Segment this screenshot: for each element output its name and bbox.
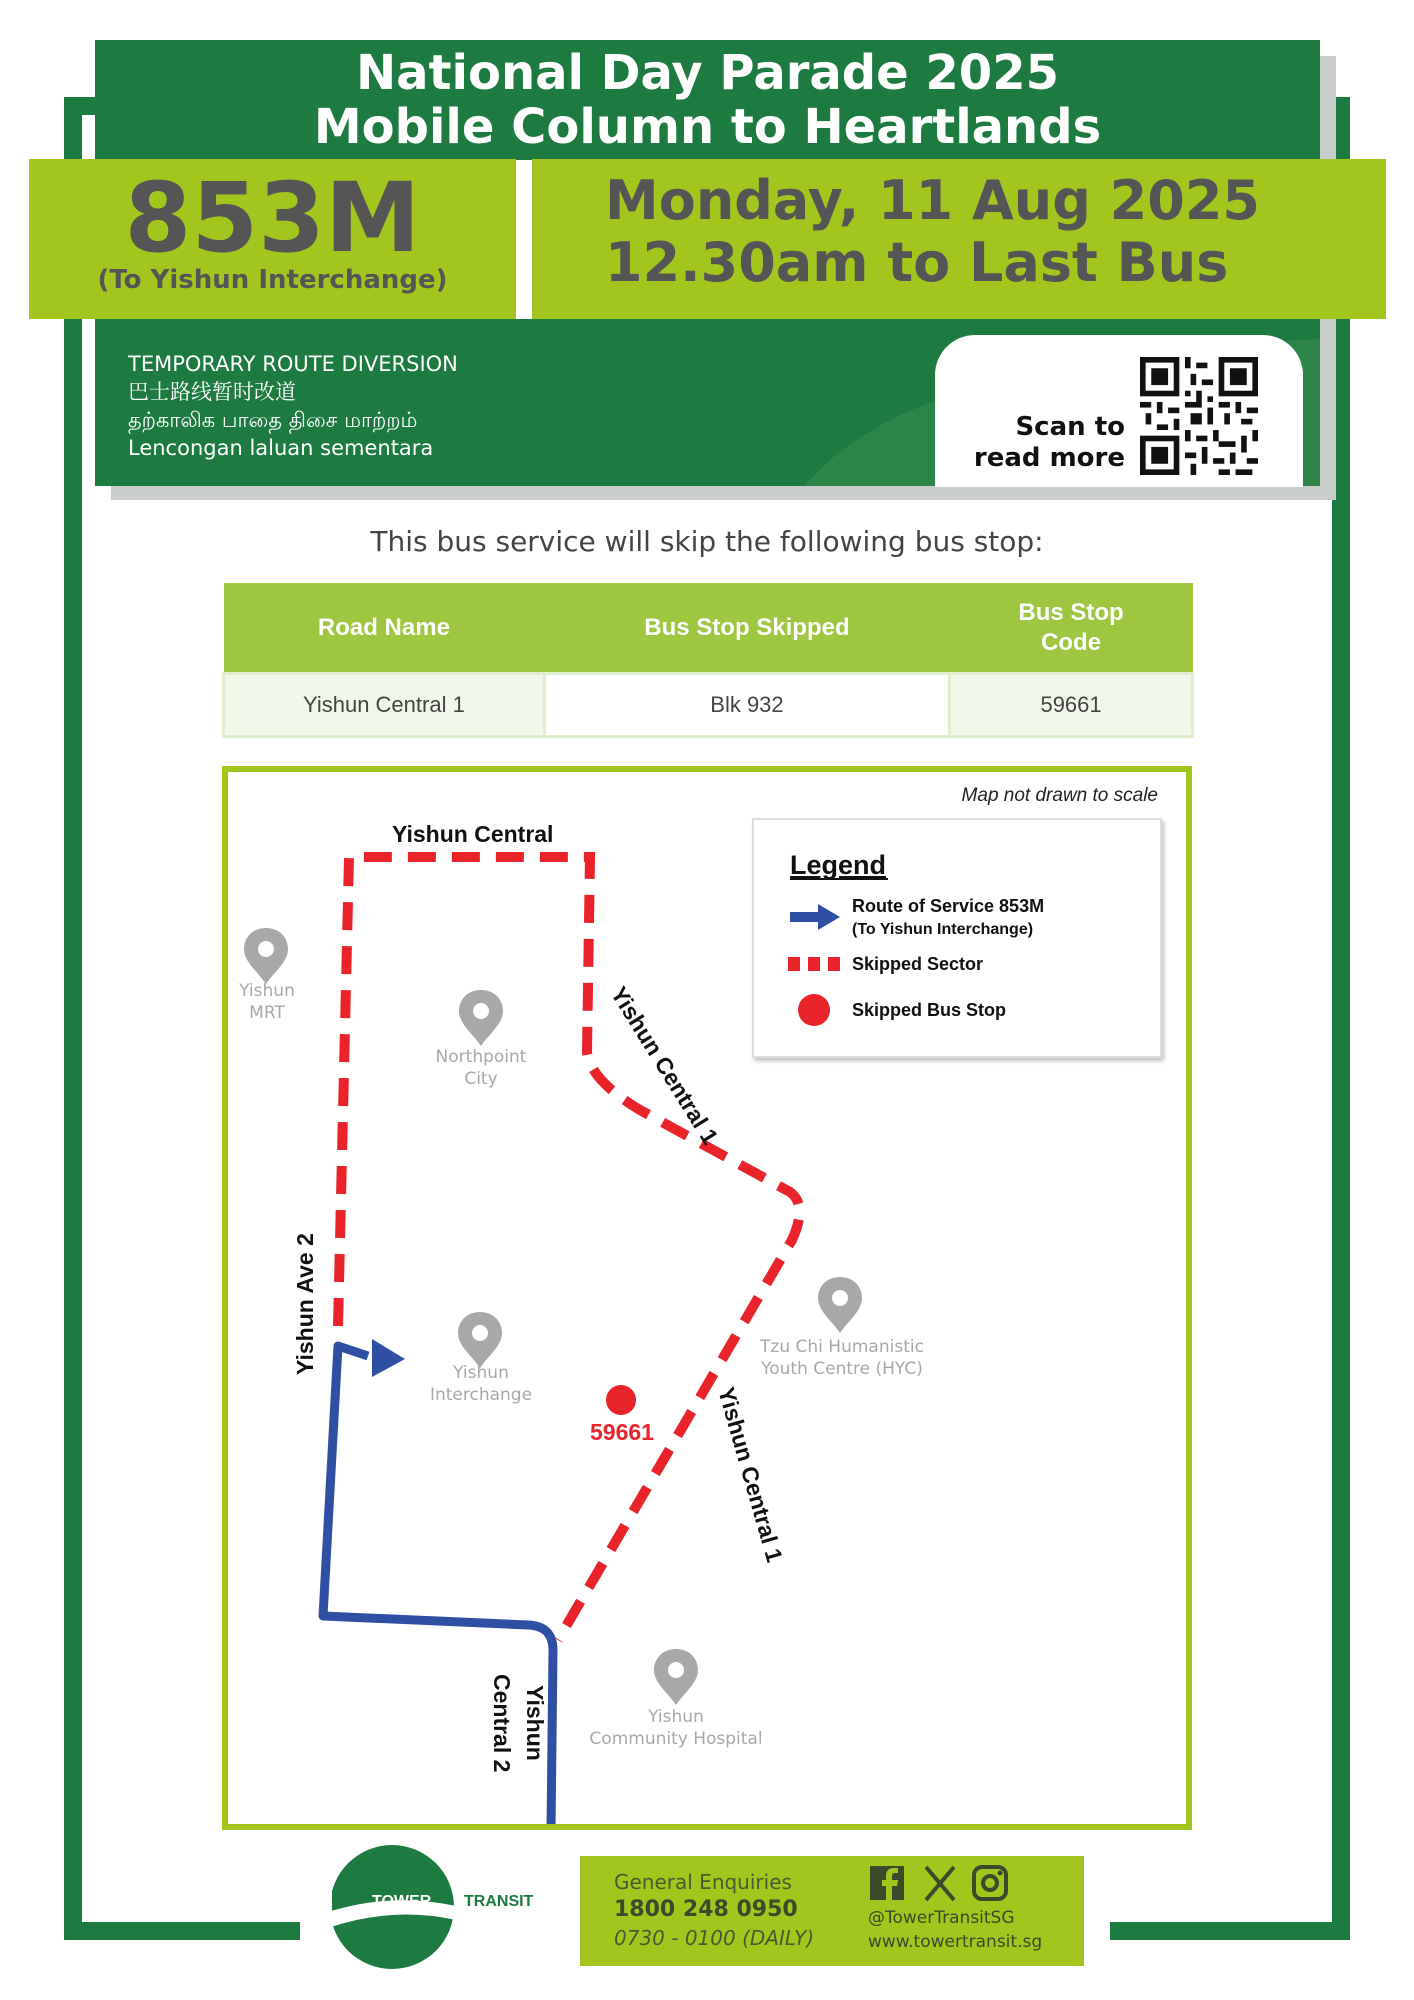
landmark-mrt-a: Yishun: [239, 981, 295, 1001]
table-header-row: [224, 583, 1193, 674]
cell-stop: Blk 932: [544, 674, 949, 737]
title-line-1: National Day Parade 2025: [356, 45, 1059, 101]
enquiries-hours: 0730 - 0100 (DAILY): [614, 1926, 815, 1950]
panel-shadow: [111, 486, 1336, 500]
road-yishun-central-1-top: Yishun Central 1: [605, 981, 724, 1149]
enquiries: [614, 1868, 814, 1952]
road-yishun-central-2-a: Yishun: [522, 1685, 548, 1761]
skipped-stop-marker: [606, 1385, 636, 1415]
diversion-en: TEMPORARY ROUTE DIVERSION: [128, 352, 458, 376]
frame-left: [64, 97, 82, 1940]
time-label: 12.30am to Last Bus: [605, 231, 1229, 294]
service-number: 853M: [124, 162, 421, 274]
service-destination: (To Yishun Interchange): [97, 265, 448, 295]
intro-text: This bus service will skip the following bus stop:: [370, 525, 1044, 558]
panel-shadow-side: [1320, 319, 1336, 500]
frame-bottom-right: [1110, 1922, 1350, 1940]
cell-road: Yishun Central 1: [224, 674, 545, 737]
landmark-interchange-a: Yishun: [453, 1363, 509, 1383]
landmark-hospital-b: Community Hospital: [589, 1729, 763, 1749]
map-pin-icon-mrt: [244, 928, 288, 984]
road-yishun-central-2-b: Central 2: [489, 1674, 515, 1773]
logo-tower: TOWER: [372, 1893, 432, 1910]
header-road-name: Road Name: [224, 583, 545, 674]
skipped-stop-code-label: 59661: [590, 1419, 654, 1445]
legend-title: Legend: [790, 850, 887, 880]
header-bus-stop-code: Bus Stop Code: [950, 583, 1193, 674]
map-pin-icon-tzuchi: [818, 1277, 862, 1333]
landmark-mrt-b: MRT: [249, 1003, 285, 1023]
skipped-sector-line: [338, 857, 800, 1640]
website[interactable]: www.towertransit.sg: [868, 1932, 1043, 1952]
landmark-northpoint-a: Northpoint: [435, 1047, 527, 1067]
logo-transit: TRANSIT: [464, 1893, 534, 1910]
table-row: [224, 674, 1193, 737]
landmark-interchange-b: Interchange: [429, 1385, 533, 1405]
legend-skipped-stop: Skipped Bus Stop: [852, 1000, 1007, 1020]
frame-bottom-left: [64, 1922, 304, 1940]
social-handle[interactable]: @TowerTransitSG: [868, 1908, 1015, 1928]
scan-line-1: Scan to: [1015, 412, 1125, 442]
map-pin-icon-northpoint: [459, 990, 503, 1046]
enquiries-label: General Enquiries: [614, 1870, 792, 1894]
map-pin-icon-interchange: [458, 1312, 502, 1368]
route-arrow-icon: [372, 1339, 405, 1377]
date-time: [605, 170, 1260, 294]
cell-code: 59661: [950, 674, 1193, 737]
road-yishun-central: Yishun Central: [392, 821, 554, 847]
map-scale-note: Map not drawn to scale: [961, 785, 1158, 806]
legend-arrow-icon: [818, 904, 840, 930]
skipped-stops-table: [222, 583, 1194, 738]
landmark-hospital-a: Yishun: [648, 1707, 704, 1727]
landmark-tzuchi-b: Youth Centre (HYC): [761, 1359, 923, 1379]
diversion-zh: 巴士路线暂时改道: [128, 380, 296, 404]
landmark-northpoint-b: City: [464, 1069, 498, 1089]
facebook-icon: [870, 1866, 904, 1900]
tower-transit-logo[interactable]: [332, 1840, 562, 1980]
diversion-ta: தற்காலிக பாதை திசை மாற்றம்: [128, 408, 418, 432]
diversion-languages: [128, 350, 458, 462]
legend-stop-swatch: [798, 994, 830, 1026]
title-line-2: Mobile Column to Heartlands: [313, 99, 1102, 155]
scan-text: [960, 412, 1125, 474]
legend-drawing: [752, 818, 1162, 1058]
route-line: [323, 1346, 553, 1824]
qr-code-icon[interactable]: [1140, 357, 1258, 475]
social-icons: [868, 1862, 1018, 1906]
diversion-ms: Lencongan laluan sementara: [128, 436, 434, 460]
scan-line-2: read more: [973, 443, 1125, 473]
map-pin-icon-hospital: [654, 1649, 698, 1705]
legend-route-swatch: [790, 912, 820, 922]
landmark-tzuchi-a: Tzu Chi Humanistic: [760, 1337, 924, 1357]
road-yishun-ave-2: Yishun Ave 2: [292, 1233, 318, 1375]
legend-route-a: Route of Service 853M: [852, 896, 1045, 916]
enquiries-phone[interactable]: 1800 248 0950: [614, 1897, 798, 1922]
header-title: [95, 40, 1320, 160]
date-label: Monday, 11 Aug 2025: [605, 169, 1260, 232]
title-shadow: [1320, 56, 1336, 160]
legend-route-b: (To Yishun Interchange): [852, 921, 1034, 938]
header-bus-stop-skipped: Bus Stop Skipped: [544, 583, 949, 674]
legend-skipped-sector: Skipped Sector: [852, 954, 984, 974]
road-yishun-central-1-bottom: Yishun Central 1: [713, 1384, 788, 1566]
x-icon: [926, 1867, 954, 1900]
